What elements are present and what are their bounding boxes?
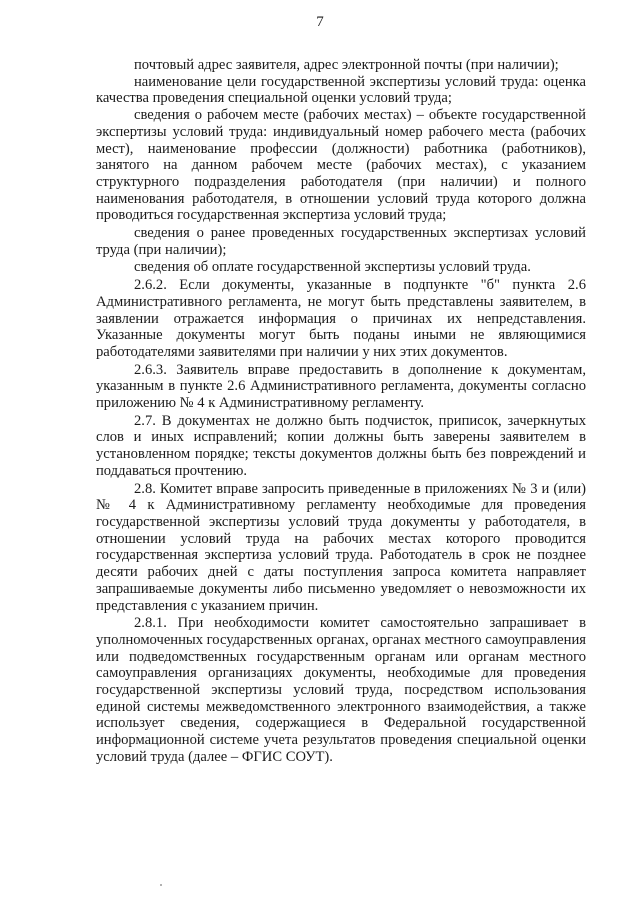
document-body [96,57,586,766]
scan-speck [160,884,162,886]
paragraph-2-7: 2.7. В документах не должно быть подчисток, приписок, зачеркнутых слов и иных исправлений; копии должны быть заверены заявителем в установленном порядке; тексты документов должны быть без повреждений и поддаваться прочтению. [96,412,586,479]
paragraph-expertise-purpose: наименование цели государственной экспертизы условий труда: оценка качества проведения специальной оценки условий труда; [96,73,586,107]
paragraph-previous-expertise: сведения о ранее проведенных государственных экспертизах условий труда (при наличии); [96,225,586,258]
page-number: 7 [316,14,324,30]
paragraph-2-8-1: 2.8.1. При необходимости комитет самостоятельно запрашивает в уполномоченных государственных органах, органах местного самоуправления или подведомственных государственным органам или органам местного самоуправления организациях документы, необходимые для проведения государственной экспертизы условий труда, посредством использования единой системы межведомственного электронного взаимодействия, а также использует сведения, содержащиеся в Федеральной государственной информационной системе учета результатов проведения специальной оценки условий труда (далее – ФГИС СОУТ). [96,615,586,765]
paragraph-2-6-3: 2.6.3. Заявитель вправе предоставить в дополнение к документам, указанным в пункте 2.6 Административного регламента, документы согласно приложению № 4 к Административному регламенту. [96,361,586,412]
paragraph-postal-address: почтовый адрес заявителя, адрес электронной почты (при наличии); [134,57,559,73]
paragraph-payment-info: сведения об оплате государственной экспертизы условий труда. [134,259,531,276]
paragraph-workplace-info: сведения о рабочем месте (рабочих местах) – объекте государственной экспертизы условий труда: индивидуальный номер рабочего места (рабочих мест), наименование профессии (должности) работника (работников), занятого на данном рабочем месте (рабочих местах), с указанием структурного подразделения работодателя (при наличии) и полного наименования работодателя, в отношении условий труда которого должна проводиться государственная экспертиза условий труда; [96,107,586,224]
paragraph-2-8: 2.8. Комитет вправе запросить приведенные в приложениях № 3 и (или) № 4 к Административному регламенту необходимые для проведения государственной экспертизы условий труда документы у работодателя, в отношении условий труда на рабочих местах которого проводится государственная экспертиза условий труда. Работодатель в срок не позднее десяти рабочих дней с даты поступления запроса комитета направляет запрашиваемые документы либо письменно уведомляет о невозможности их представления с указанием причин. [96,480,586,614]
paragraph-2-6-2: 2.6.2. Если документы, указанные в подпункте "б" пункта 2.6 Административного регламента, не могут быть представлены заявителем, в заявлении отражается информация о причинах их непредставления. Указанные документы могут быть поданы иными не являющимися работодателями заявителями при наличии у них этих документов. [96,277,586,360]
